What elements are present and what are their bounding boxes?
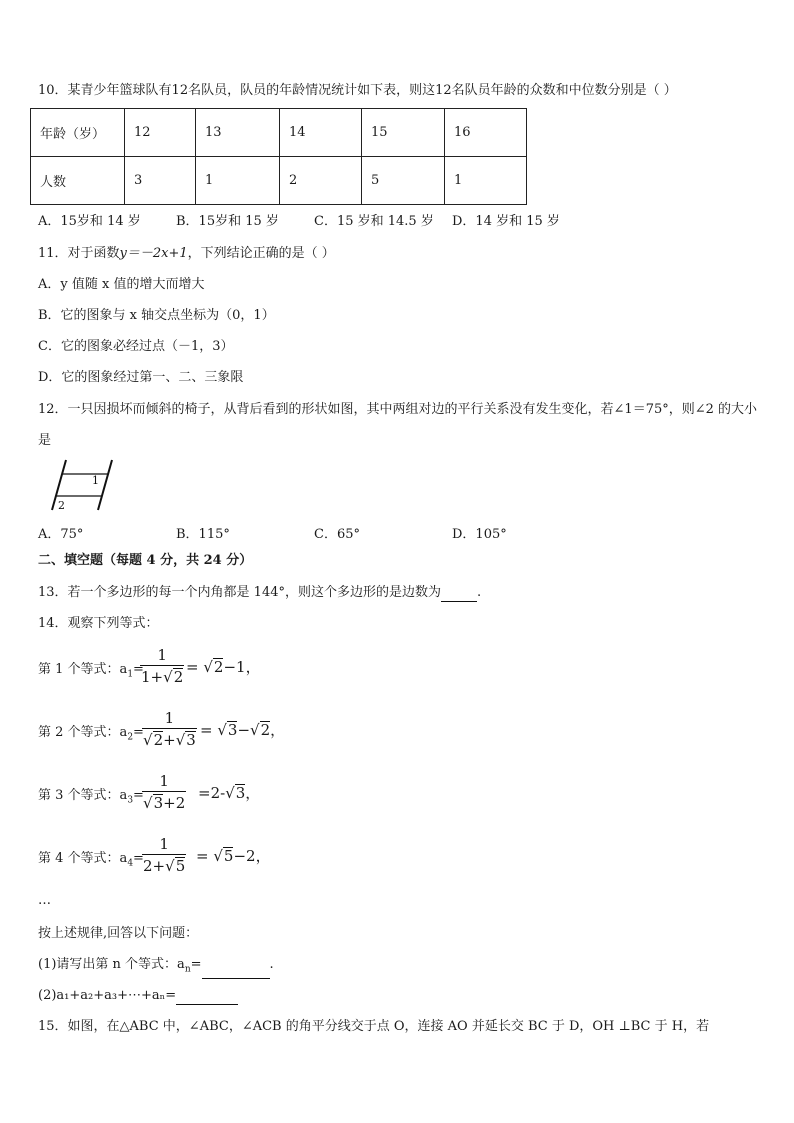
q11-option-b[interactable]: B．它的图象与 x 轴交点坐标为（0，1） <box>38 308 275 323</box>
table-cell: 14 <box>280 109 362 157</box>
q14-part1-answer-blank[interactable] <box>202 964 270 979</box>
q12-option-c[interactable]: C．65° <box>314 527 360 542</box>
q12-stem-line1: 12．一只因损坏而倾斜的椅子，从背后看到的形状如图，其中两组对边的平行关系没有发生变化，若∠1＝75°，则∠2 的大小 <box>38 402 758 417</box>
eq-fraction: $\frac{1}{√3+2}$ <box>143 772 186 812</box>
table-header-count: 人数 <box>31 157 125 205</box>
q13-text: 13．若一个多边形的每一个内角都是 144°，则这个多边形的是边数为 <box>38 585 441 600</box>
eq-fraction: $\frac{1}{2+√5}$ <box>143 835 186 875</box>
table-cell: 15 <box>362 109 445 157</box>
equation-1: 第 1 个等式：$a_1=$ $\frac{1}{1+√2}$ = √2−1， <box>38 646 261 686</box>
sqrt-symbol: √2 <box>163 668 184 686</box>
chair-figure <box>40 456 120 514</box>
q10-stem: 10．某青少年篮球队有12名队员，队员的年龄情况统计如下表，则这12名队员年龄的众数和中位数分别是（ ） <box>38 83 677 98</box>
table-cell: 1 <box>445 157 527 205</box>
q11-stem <box>38 245 335 263</box>
eq-prefix: 第 1 个等式： <box>38 662 120 677</box>
equation-3: 第 3 个等式：$a_3=$ $\frac{1}{√3+2}$ =2-√3， <box>38 772 261 812</box>
q11-option-d[interactable]: D．它的图象经过第一、二、三象限 <box>38 370 244 385</box>
q14-part2-answer-blank[interactable] <box>176 990 238 1005</box>
age-table <box>30 108 527 205</box>
q10-option-a[interactable]: A．15岁和 14 岁 <box>38 214 141 229</box>
eq-prefix: 第 4 个等式： <box>38 851 120 866</box>
ellipsis: … <box>38 893 51 908</box>
q13-stem <box>38 584 481 602</box>
equation-2: 第 2 个等式：$a_2=$ $\frac{1}{√2+√3}$ = √3−√2， <box>38 709 286 749</box>
q12-options <box>38 526 738 544</box>
q14-instruction: 按上述规律,回答以下问题： <box>38 926 199 941</box>
table-cell: 12 <box>125 109 196 157</box>
table-header-age: 年龄（岁） <box>31 109 125 157</box>
angle-1-label: 1 <box>92 474 99 487</box>
section-heading: 二、填空题（每题 4 分，共 24 分） <box>38 553 253 568</box>
angle-2-label: 2 <box>58 499 65 512</box>
q10-option-b[interactable]: B．15岁和 15 岁 <box>176 214 279 229</box>
table-cell: 13 <box>196 109 280 157</box>
q12-option-a[interactable]: A．75° <box>38 527 84 542</box>
table-cell: 3 <box>125 157 196 205</box>
eq-fraction: $\frac{1}{√2+√3}$ <box>143 709 196 749</box>
eq-prefix: 第 3 个等式： <box>38 788 120 803</box>
equation-4: 第 4 个等式：$a_4=$ $\frac{1}{2+√5}$ = √5−2， <box>38 835 271 875</box>
q10-option-c[interactable]: C．15 岁和 14.5 岁 <box>314 214 434 229</box>
q12-option-d[interactable]: D．105° <box>452 527 507 542</box>
table-row-ages <box>31 109 527 157</box>
q10-options <box>38 213 738 231</box>
q11-function: y＝－2x+1 <box>119 246 188 261</box>
eq-prefix: 第 2 个等式： <box>38 725 120 740</box>
q11-option-a[interactable]: A．y 值随 x 值的增大而增大 <box>38 277 205 292</box>
q10-option-d[interactable]: D．14 岁和 15 岁 <box>452 214 560 229</box>
table-cell: 2 <box>280 157 362 205</box>
table-row-counts <box>31 157 527 205</box>
q14-part1: (1)请写出第 n 个等式：$a_n=$ . <box>38 956 274 979</box>
table-cell: 16 <box>445 109 527 157</box>
q12-option-b[interactable]: B．115° <box>176 527 230 542</box>
q13-tail: . <box>477 585 482 600</box>
q14-stem: 14．观察下列等式： <box>38 616 159 631</box>
q13-answer-blank[interactable] <box>441 587 477 602</box>
q12-stem-line2: 是 <box>38 433 52 448</box>
q15-stem: 15．如图，在△ABC 中，∠ABC，∠ACB 的角平分线交于点 O，连接 AO 并延长交 BC 于 D，OH ⊥BC 于 H，若 <box>38 1019 710 1034</box>
q11-stem-suffix: ，下列结论正确的是（ ） <box>187 246 335 261</box>
table-cell: 5 <box>362 157 445 205</box>
eq-fraction: $\frac{1}{1+√2}$ <box>141 646 184 686</box>
q11-option-c[interactable]: C．它的图象必经过点（－1，3） <box>38 339 234 354</box>
q11-stem-prefix: 11．对于函数 <box>38 246 120 261</box>
table-cell: 1 <box>196 157 280 205</box>
q14-part2: (2)a₁+a₂+a₃+⋯+aₙ= <box>38 987 238 1005</box>
